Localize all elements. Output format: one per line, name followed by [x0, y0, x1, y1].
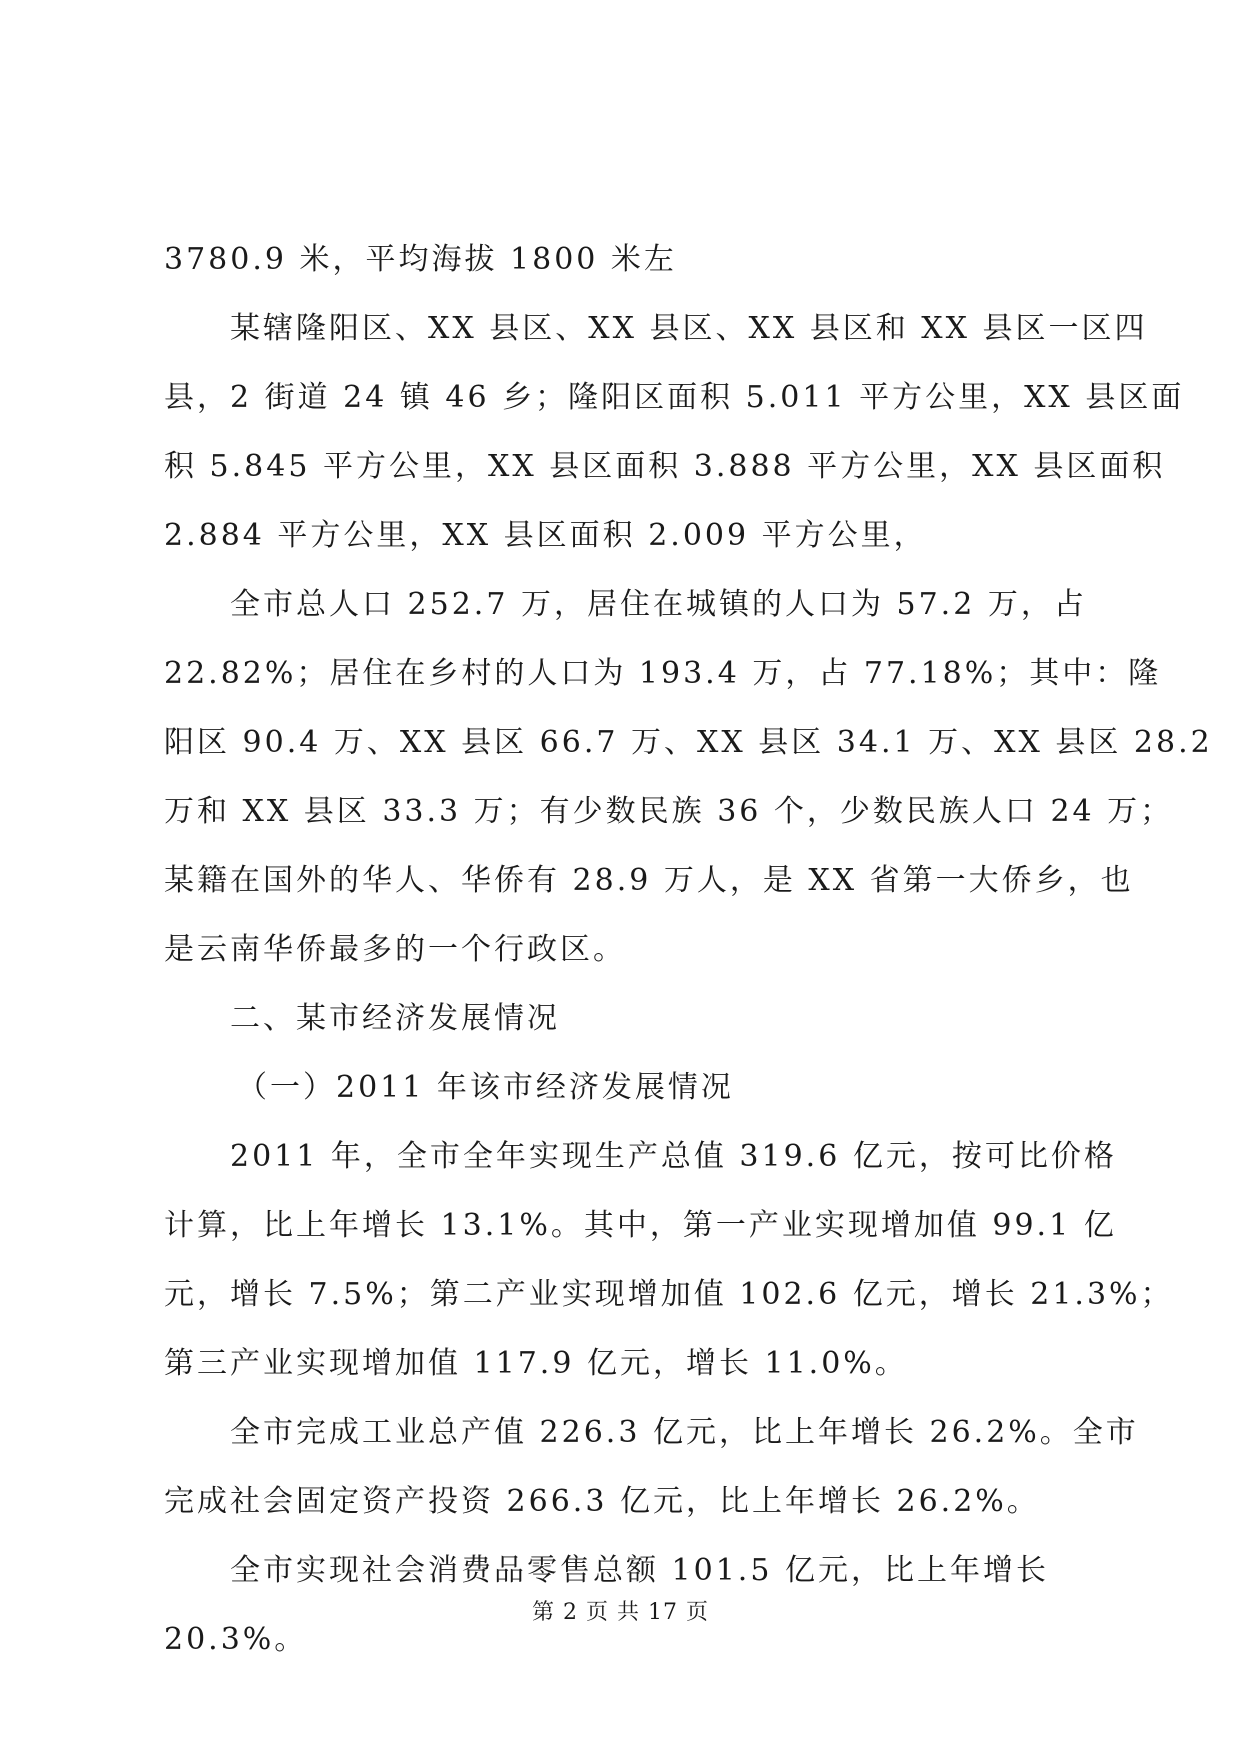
- paragraph-start: 全市实现社会消费品零售总额 101.5 亿元，比上年增长: [230, 1553, 1049, 1588]
- text-line: 20.3%。: [164, 1622, 308, 1657]
- text-line: 积 5.845 平方公里，XX 县区面积 3.888 平方公里，XX 县区面积: [164, 449, 1166, 484]
- text-line: 计算，比上年增长 13.1%。其中，第一产业实现增加值 99.1 亿: [164, 1208, 1117, 1243]
- text-line: 3780.9 米，平均海拔 1800 米左: [164, 242, 677, 277]
- paragraph-start: 某辖隆阳区、XX 县区、XX 县区、XX 县区和 XX 县区一区四: [230, 311, 1148, 346]
- subsection-heading: （一）2011 年该市经济发展情况: [237, 1070, 734, 1105]
- text-line: 某籍在国外的华人、华侨有 28.9 万人，是 XX 省第一大侨乡，也: [164, 863, 1134, 898]
- text-line: 是云南华侨最多的一个行政区。: [164, 932, 626, 967]
- text-line: 第三产业实现增加值 117.9 亿元，增长 11.0%。: [164, 1346, 908, 1381]
- text-line: 22.82%；居住在乡村的人口为 193.4 万，占 77.18%；其中：隆: [164, 656, 1162, 691]
- section-heading: 二、某市经济发展情况: [230, 1001, 560, 1036]
- document-body: [164, 230, 1213, 1670]
- text-line: 完成社会固定资产投资 266.3 亿元，比上年增长 26.2%。: [164, 1484, 1040, 1519]
- text-line: 阳区 90.4 万、XX 县区 66.7 万、XX 县区 34.1 万、XX 县区 28.2: [164, 725, 1213, 760]
- paragraph-start: 全市完成工业总产值 226.3 亿元，比上年增长 26.2%。全市: [230, 1415, 1139, 1450]
- text-line: 2.884 平方公里，XX 县区面积 2.009 平方公里，: [164, 518, 927, 553]
- text-line: 元，增长 7.5%；第二产业实现增加值 102.6 亿元，增长 21.3%；: [164, 1277, 1174, 1312]
- paragraph-start: 全市总人口 252.7 万，居住在城镇的人口为 57.2 万，占: [230, 587, 1087, 622]
- page-number-footer: 第 2 页 共 17 页: [532, 1600, 709, 1625]
- paragraph-start: 2011 年，全市全年实现生产总值 319.6 亿元，按可比价格: [230, 1139, 1117, 1174]
- text-line: 县，2 街道 24 镇 46 乡；隆阳区面积 5.011 平方公里，XX 县区面: [164, 380, 1185, 415]
- text-line: 万和 XX 县区 33.3 万；有少数民族 36 个，少数民族人口 24 万；: [164, 794, 1174, 829]
